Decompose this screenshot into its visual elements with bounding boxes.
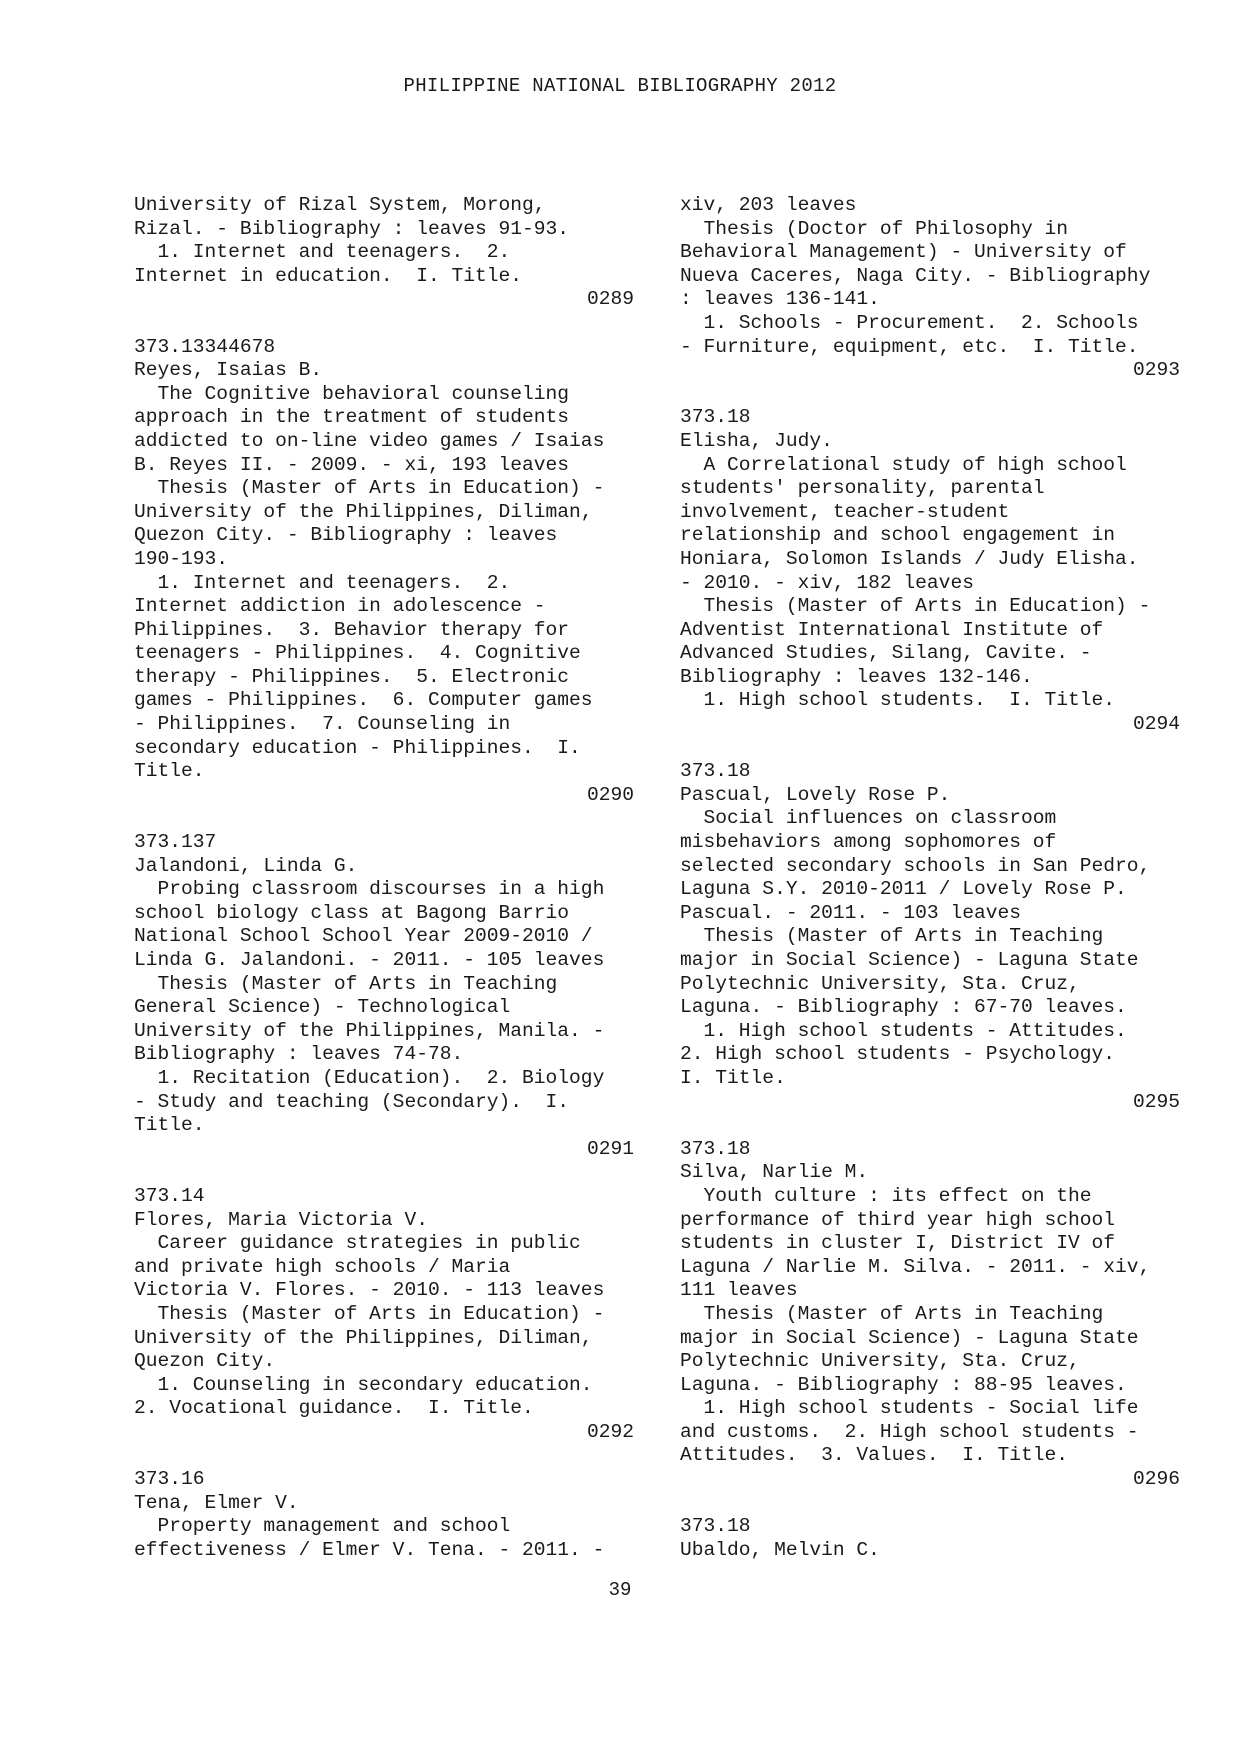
entry-line: Thesis (Master of Arts in Teaching	[680, 925, 1104, 948]
entry-line: 1. Recitation (Education). 2. Biology	[134, 1066, 605, 1089]
entry-line: Jalandoni, Linda G.	[134, 854, 358, 877]
bibliography-column-right	[680, 194, 1180, 1562]
entry-line: Pascual, Lovely Rose P.	[680, 783, 951, 806]
entry-line: - Philippines. 7. Counseling in	[134, 713, 511, 736]
entry-line: relationship and school engagement in	[680, 524, 1116, 547]
entry-line: 1. Schools - Procurement. 2. Schools	[680, 311, 1139, 334]
entry-line: I. Title.	[680, 1066, 786, 1089]
entry-line: xiv, 203 leaves	[680, 194, 857, 216]
entry-line: games - Philippines. 6. Computer games	[134, 689, 593, 712]
entry-line: misbehaviors among sophomores of	[680, 831, 1057, 854]
entry-line: Youth culture : its effect on the	[680, 1184, 1092, 1207]
entry-line: 373.16	[134, 1468, 205, 1491]
entry-line: 1. High school students. I. Title.	[680, 689, 1116, 712]
page-number: 39	[608, 1579, 632, 1601]
entry-line: Ubaldo, Melvin C.	[680, 1538, 880, 1561]
entry-line: National School School Year 2009-2010 /	[134, 925, 593, 948]
entry-line: University of the Philippines, Diliman,	[134, 500, 593, 523]
entry-line: Laguna. - Bibliography : 88-95 leaves.	[680, 1373, 1127, 1396]
entry-number: 0296	[1132, 1468, 1180, 1491]
entry-line: University of Rizal System, Morong,	[134, 194, 546, 216]
entry-number: 0294	[1132, 713, 1180, 736]
entry-line: Advanced Studies, Silang, Cavite. -	[680, 642, 1092, 665]
entry-line: Adventist International Institute of	[680, 618, 1104, 641]
entry-number: 0293	[1132, 359, 1180, 382]
entry-line: Property management and school	[134, 1515, 511, 1538]
entry-line: Laguna. - Bibliography : 67-70 leaves.	[680, 996, 1127, 1019]
entry-line: 2. High school students - Psychology.	[680, 1043, 1116, 1066]
entry-line: 1. Internet and teenagers. 2.	[134, 571, 511, 594]
entry-line: 190-193.	[134, 547, 229, 570]
entry-line: Honiara, Solomon Islands / Judy Elisha.	[680, 547, 1139, 570]
entry-line: Elisha, Judy.	[680, 429, 833, 452]
entry-line: Tena, Elmer V.	[134, 1491, 299, 1514]
entry-line: Laguna / Narlie M. Silva. - 2011. - xiv,	[680, 1255, 1151, 1278]
entry-line: school biology class at Bagong Barrio	[134, 901, 570, 924]
entry-separator	[680, 737, 1180, 761]
entry-line: Behavioral Management) - University of	[680, 241, 1127, 264]
entry-line: 373.13344678	[134, 335, 276, 358]
entry-line: - 2010. - xiv, 182 leaves	[680, 571, 974, 594]
entry-line: Linda G. Jalandoni. - 2011. - 105 leaves	[134, 949, 605, 971]
entry-line: Bibliography : leaves 74-78.	[134, 1043, 464, 1066]
entry-number: 0289	[586, 288, 634, 311]
entry-line: students' personality, parental	[680, 477, 1045, 500]
entry-line: Quezon City. - Bibliography : leaves	[134, 524, 558, 547]
bibliography-column-left	[134, 194, 634, 1562]
entry-line: Probing classroom discourses in a high	[134, 878, 605, 901]
entry-number: 0295	[1132, 1090, 1180, 1113]
entry-line: Reyes, Isaias B.	[134, 359, 323, 382]
entry-line: Pascual. - 2011. - 103 leaves	[680, 901, 1021, 924]
entry-line: addicted to on-line video games / Isaias	[134, 429, 605, 452]
entry-line: Laguna S.Y. 2010-2011 / Lovely Rose P.	[680, 878, 1127, 901]
entry-line: A Correlational study of high school	[680, 453, 1127, 476]
entry-line: 373.14	[134, 1184, 205, 1207]
entry-line: Thesis (Doctor of Philosophy in	[680, 217, 1069, 240]
entry-separator	[134, 807, 634, 831]
entry-line: General Science) - Technological	[134, 996, 511, 1019]
entry-separator	[680, 1114, 1180, 1138]
entry-number: 0292	[586, 1420, 634, 1443]
entry-line: Bibliography : leaves 132-146.	[680, 665, 1033, 688]
entry-line: 1. Internet and teenagers. 2.	[134, 241, 511, 264]
entry-line: 1. High school students - Attitudes.	[680, 1019, 1127, 1042]
entry-line: 373.18	[680, 1515, 751, 1538]
entry-line: Internet addiction in adolescence -	[134, 595, 546, 618]
entry-line: Thesis (Master of Arts in Teaching	[680, 1302, 1104, 1325]
entry-line: Career guidance strategies in public	[134, 1232, 581, 1255]
entry-line: Attitudes. 3. Values. I. Title.	[680, 1444, 1069, 1467]
entry-number: 0291	[586, 1137, 634, 1160]
entry-line: Thesis (Master of Arts in Education) -	[134, 1302, 605, 1325]
entry-line: and private high schools / Maria	[134, 1255, 511, 1278]
entry-line: 373.137	[134, 831, 217, 854]
entry-line: University of the Philippines, Diliman,	[134, 1326, 593, 1349]
entry-line: 1. High school students - Social life	[680, 1397, 1139, 1420]
entry-line: performance of third year high school	[680, 1208, 1116, 1231]
entry-line: 373.18	[680, 760, 751, 783]
entry-line: The Cognitive behavioral counseling	[134, 382, 570, 405]
entry-line: 373.18	[680, 406, 751, 429]
entry-line: Rizal. - Bibliography : leaves 91-93.	[134, 217, 570, 240]
entry-line: Thesis (Master of Arts in Education) -	[134, 477, 605, 500]
entry-line: Polytechnic University, Sta. Cruz,	[680, 972, 1080, 995]
entry-line: and customs. 2. High school students -	[680, 1420, 1139, 1443]
entry-line: major in Social Science) - Laguna State	[680, 1326, 1139, 1349]
entry-line: University of the Philippines, Manila. -	[134, 1019, 605, 1042]
entry-line: 373.18	[680, 1137, 751, 1160]
entry-line: Title.	[134, 1114, 205, 1137]
entry-line: selected secondary schools in San Pedro,	[680, 854, 1151, 877]
entry-line: Flores, Maria Victoria V.	[134, 1208, 428, 1231]
entry-line: - Furniture, equipment, etc. I. Title.	[680, 335, 1139, 358]
entry-line: Polytechnic University, Sta. Cruz,	[680, 1350, 1080, 1373]
entry-separator	[134, 1444, 634, 1468]
entry-separator	[680, 1492, 1180, 1516]
entry-line: Silva, Narlie M.	[680, 1161, 869, 1184]
entry-line: secondary education - Philippines. I.	[134, 736, 581, 759]
entry-line: 1. Counseling in secondary education.	[134, 1373, 593, 1396]
entry-line: Thesis (Master of Arts in Education) -	[680, 595, 1151, 618]
entry-line: effectiveness / Elmer V. Tena. - 2011. -	[134, 1538, 605, 1561]
entry-line: Thesis (Master of Arts in Teaching	[134, 972, 558, 995]
entry-line: Victoria V. Flores. - 2010. - 113 leaves	[134, 1279, 605, 1302]
entry-line: Title.	[134, 760, 205, 783]
entry-line: therapy - Philippines. 5. Electronic	[134, 665, 570, 688]
entry-line: students in cluster I, District IV of	[680, 1232, 1116, 1255]
entry-line: Social influences on classroom	[680, 807, 1057, 830]
entry-line: involvement, teacher-student	[680, 500, 1010, 523]
entry-line: major in Social Science) - Laguna State	[680, 949, 1139, 971]
entry-line: teenagers - Philippines. 4. Cognitive	[134, 642, 581, 665]
entry-line: Philippines. 3. Behavior therapy for	[134, 618, 570, 641]
entry-line: 2. Vocational guidance. I. Title.	[134, 1397, 534, 1420]
entry-separator	[134, 312, 634, 336]
entry-line: approach in the treatment of students	[134, 406, 570, 429]
entry-line: - Study and teaching (Secondary). I.	[134, 1090, 570, 1113]
entry-line: B. Reyes II. - 2009. - xi, 193 leaves	[134, 453, 570, 476]
entry-number: 0290	[586, 783, 634, 806]
entry-line: Nueva Caceres, Naga City. - Bibliography	[680, 264, 1151, 287]
entry-separator	[134, 1161, 634, 1185]
entry-separator	[680, 383, 1180, 407]
entry-line: 111 leaves	[680, 1279, 798, 1302]
page-header: PHILIPPINE NATIONAL BIBLIOGRAPHY 2012	[403, 75, 837, 97]
entry-line: Quezon City.	[134, 1350, 276, 1373]
entry-line: : leaves 136-141.	[680, 288, 880, 311]
entry-line: Internet in education. I. Title.	[134, 264, 523, 287]
